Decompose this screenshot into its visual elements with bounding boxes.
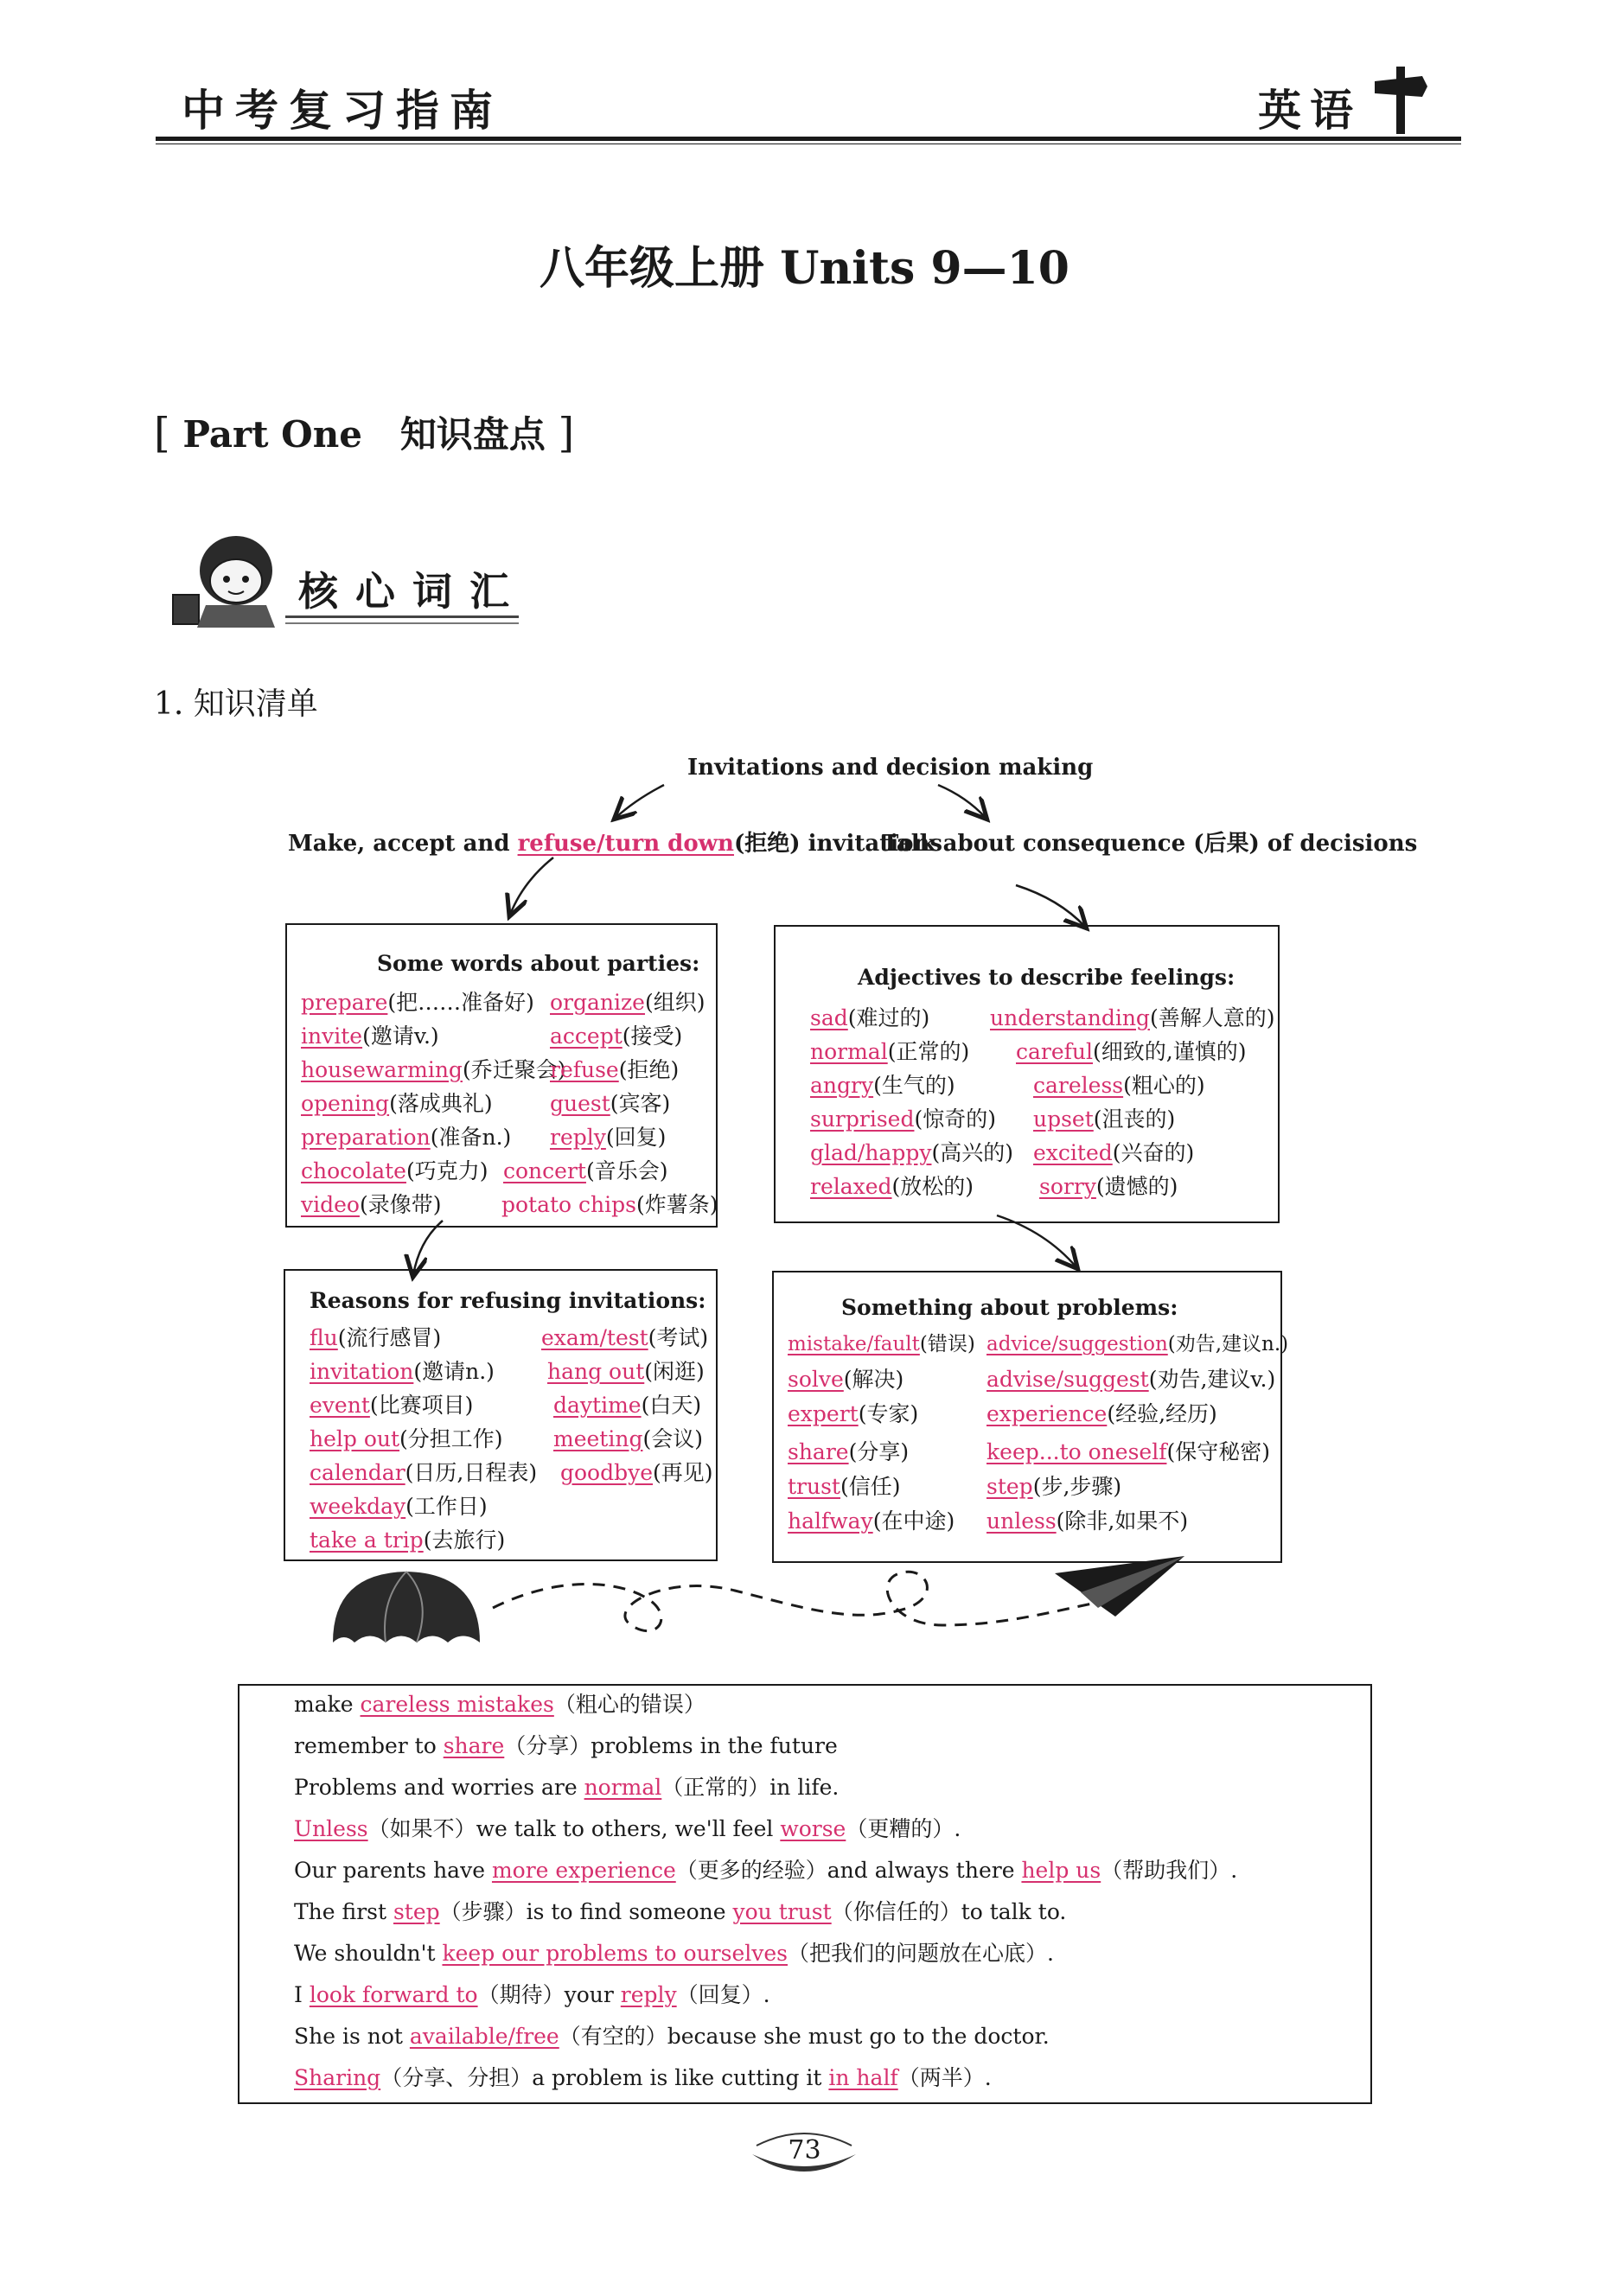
sentence-line: make careless mistakes（粗心的错误） [294,1692,706,1717]
word-item: concert(音乐会) [503,1158,668,1183]
sentence-line: We shouldn't keep our problems to ourselves（把我们的问题放在心底）. [294,1941,1054,1966]
word-item: surprised(惊奇的) [810,1107,996,1132]
sentence-line: I look forward to（期待）your reply（回复）. [294,1982,770,2007]
box-title: Reasons for refusing invitations: [310,1288,706,1313]
part-label: Part One [182,413,363,456]
word-item: organize(组织) [550,990,706,1015]
page-title: 八年级上册 Units 9—10 [540,242,1069,295]
box-feeling-adjectives [774,925,1280,1223]
word-item: relaxed(放松的) [810,1174,974,1199]
word-item: upset(沮丧的) [1033,1107,1176,1132]
word-item: flu(流行感冒) [310,1325,442,1350]
section-heading: 1. 知识清单 [154,686,318,722]
box-title: Something about problems: [841,1295,1178,1320]
word-item: chocolate(巧克力) [301,1158,488,1183]
word-item: keep...to oneself(保守秘密) [986,1439,1270,1464]
word-item: accept(接受) [550,1024,683,1049]
word-item: advise/suggest(劝告,建议v.) [986,1367,1276,1392]
word-item: share(分享) [788,1439,910,1464]
core-vocab-title: 核心词汇 [298,568,527,615]
box-problems [772,1271,1289,1563]
box-title: Some words about parties: [377,951,700,976]
word-item: sorry(遗憾的) [1039,1174,1178,1199]
word-item: weekday(工作日) [310,1494,488,1519]
word-item: housewarming(乔迁聚会) [301,1057,566,1082]
sentence-line: Sharing（分享、分担）a problem is like cutting it in half（两半）. [294,2065,992,2090]
word-item: meeting(会议) [553,1426,703,1451]
word-item: event(比赛项目) [310,1393,474,1418]
word-item: help out(分担工作) [310,1426,503,1451]
dashed-path [493,1572,1115,1630]
word-item: expert(专家) [788,1401,919,1426]
sentence-line: Our parents have more experience（更多的经验）and always there help us（帮助我们）. [294,1858,1238,1883]
word-item: normal(正常的) [810,1039,970,1064]
page-number: 73 [788,2135,821,2165]
paper-plane-icon [1055,1556,1184,1617]
part-subtitle: 知识盘点 [399,413,546,456]
part-heading: [ Part One 知识盘点 ] [154,409,575,457]
word-item: reply(回复) [550,1125,667,1150]
answer: refuse/turn down [517,831,734,857]
word-item: experience(经验,经历) [986,1401,1217,1426]
word-item: trust(信任) [788,1474,901,1499]
arrow-to-box4 [997,1215,1076,1267]
header-book-title: 中考复习指南 [182,85,503,136]
word-item: invite(邀请v.) [301,1024,439,1049]
sentence-line: The first step（步骤）is to find someone you trust（你信任的）to talk to. [294,1899,1067,1924]
word-item: exam/test(考试) [541,1325,709,1350]
word-item: potato chips(炸薯条) [501,1192,718,1217]
box-refusal-reasons [284,1269,718,1561]
word-item: sad(难过的) [810,1005,930,1030]
sentence-line: Unless（如果不）we talk to others, we'll feel worse（更糟的）. [294,1816,961,1841]
umbrella-icon [333,1572,480,1642]
sentence-line: She is not available/free（有空的）because she must go to the doctor. [294,2024,1050,2049]
arrow-to-box2 [1016,885,1085,927]
word-item: careless(粗心的) [1033,1073,1205,1098]
sentence-line: Problems and worries are normal（正常的）in life. [294,1775,840,1800]
word-item: mistake/fault(错误) [788,1333,975,1355]
word-item: prepare(把……准备好) [301,990,534,1015]
word-item: invitation(邀请n.) [310,1359,495,1384]
word-item: hang out(闲逛) [547,1359,705,1384]
word-item: halfway(在中途) [788,1508,955,1534]
box-title: Adjectives to describe feelings: [858,965,1235,990]
word-item: step(步,步骤) [986,1474,1122,1499]
sentence-line: remember to share（分享）problems in the future [294,1733,838,1758]
word-item: calendar(日历,日程表) [310,1460,538,1485]
word-item: unless(除非,如果不) [986,1508,1189,1534]
arrow-to-right [938,785,986,818]
word-item: understanding(善解人意的) [990,1005,1275,1030]
word-item: glad/happy(高兴的) [810,1140,1013,1165]
word-item: opening(落成典礼) [301,1091,493,1116]
word-item: advice/suggestion(劝告,建议n.) [986,1333,1289,1355]
word-item: angry(生气的) [810,1073,955,1098]
arrow-to-box3 [413,1221,443,1275]
arrow-to-box1 [510,858,553,915]
word-item: take a trip(去旅行) [310,1527,506,1553]
arrow-to-left [616,785,664,818]
word-item: video(录像带) [301,1192,442,1217]
word-item: daytime(白天) [553,1393,702,1418]
word-item: solve(解决) [788,1367,904,1392]
diagram-branch-left: Make, accept and refuse/turn down(拒绝) invitations [288,831,943,857]
word-item: careful(细致的,谨慎的) [1016,1039,1247,1064]
box-party-words [285,923,718,1228]
word-item: refuse(拒绝) [550,1057,680,1082]
word-item: guest(宾客) [550,1091,671,1116]
decoration-strip [320,1556,1357,1651]
diagram-root: Invitations and decision making [687,755,1094,781]
word-item: excited(兴奋的) [1033,1140,1195,1165]
word-item: goodbye(再见) [560,1460,713,1485]
word-item: preparation(准备n.) [301,1125,512,1150]
diagram-branch-right: Talk about consequence (后果) of decisions [882,831,1418,857]
header-subject: 英语 [1258,85,1362,136]
